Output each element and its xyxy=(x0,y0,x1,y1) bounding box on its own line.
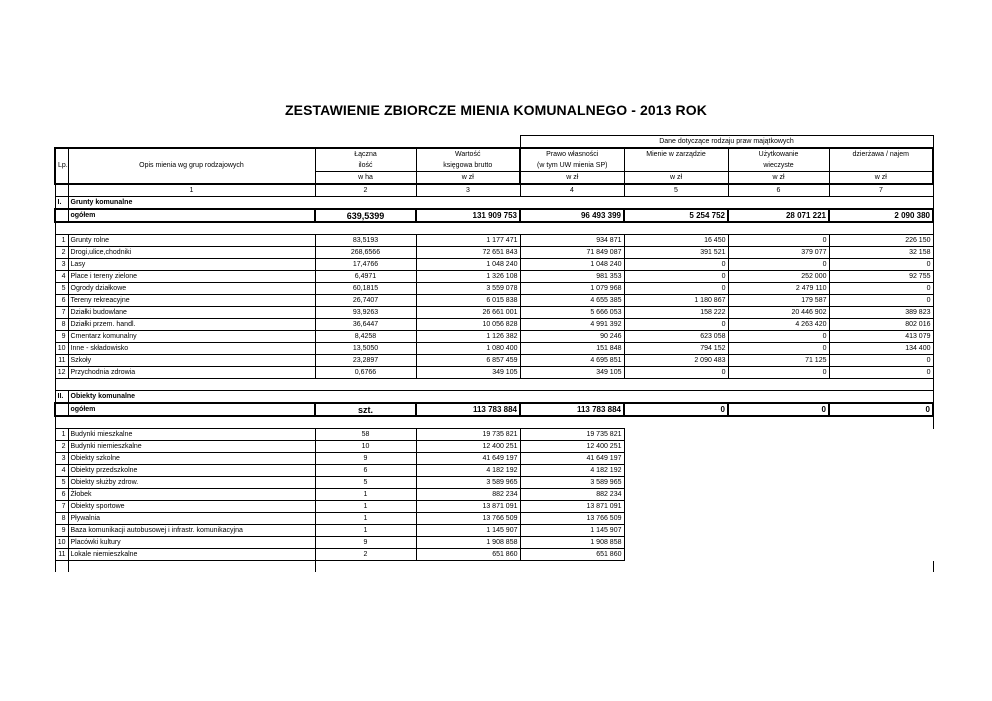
row-description: Budynki niemieszkalne xyxy=(68,441,315,453)
row-value-2: 1 xyxy=(315,513,416,525)
row-value-4: 4 182 192 xyxy=(520,465,624,477)
row-value-4: 882 234 xyxy=(520,489,624,501)
row-description: Inne - składowisko xyxy=(68,343,315,355)
row-value-2: 1 xyxy=(315,525,416,537)
row-value-5: 794 152 xyxy=(624,343,728,355)
row-value-5: 0 xyxy=(624,283,728,295)
row-value-4: 41 649 197 xyxy=(520,453,624,465)
row-value-6: 2 479 110 xyxy=(728,283,829,295)
row-description: Pływalnia xyxy=(68,513,315,525)
row-value-3: 41 649 197 xyxy=(416,453,520,465)
col-number-2: 2 xyxy=(315,184,416,197)
col-number-4: 4 xyxy=(520,184,624,197)
row-value-4: 151 848 xyxy=(520,343,624,355)
row-number: 1 xyxy=(55,235,68,247)
row-number: 12 xyxy=(55,367,68,379)
row-value-6: 71 125 xyxy=(728,355,829,367)
spacer-row xyxy=(55,416,933,429)
row-value-3: 1 326 108 xyxy=(416,271,520,283)
row-value-5: 2 090 483 xyxy=(624,355,728,367)
row-description: Placówki kultury xyxy=(68,537,315,549)
row-value-3: 3 559 078 xyxy=(416,283,520,295)
header-dzierz-unit: w zł xyxy=(829,172,933,185)
row-value-7: 134 400 xyxy=(829,343,933,355)
row-description: Obiekty szkolne xyxy=(68,453,315,465)
row-value-2: 9 xyxy=(315,453,416,465)
header-laczna-2: ilość xyxy=(315,160,416,172)
total-value-5: 5 254 752 xyxy=(624,209,728,222)
row-description: Działki przem. handl. xyxy=(68,319,315,331)
table-row xyxy=(55,235,933,247)
row-number: 5 xyxy=(55,283,68,295)
row-value-4: 349 105 xyxy=(520,367,624,379)
row-value-4: 934 871 xyxy=(520,235,624,247)
header-wartosc-1: Wartość xyxy=(416,148,520,160)
row-number: 4 xyxy=(55,465,68,477)
row-value-4: 1 048 240 xyxy=(520,259,624,271)
section-heading xyxy=(55,391,933,404)
section-name: Grunty komunalne xyxy=(68,197,315,210)
row-value-2: 83,5193 xyxy=(315,235,416,247)
row-value-7: 413 079 xyxy=(829,331,933,343)
row-value-7: 389 823 xyxy=(829,307,933,319)
table-row xyxy=(55,271,933,283)
table-row xyxy=(55,295,933,307)
row-value-5: 1 180 867 xyxy=(624,295,728,307)
row-number: 1 xyxy=(55,429,68,441)
row-description: Przychodnia zdrowia xyxy=(68,367,315,379)
row-number: 9 xyxy=(55,331,68,343)
row-value-4: 1 079 968 xyxy=(520,283,624,295)
row-value-3: 4 182 192 xyxy=(416,465,520,477)
row-value-2: 23,2897 xyxy=(315,355,416,367)
row-value-4: 13 871 091 xyxy=(520,501,624,513)
total-value-3: 113 783 884 xyxy=(416,403,520,416)
header-uzyt-2: wieczyste xyxy=(728,160,829,172)
row-value-7: 0 xyxy=(829,295,933,307)
header-prawo-2: (w tym UW mienia SP) xyxy=(520,160,624,172)
row-value-6: 252 000 xyxy=(728,271,829,283)
row-value-3: 1 177 471 xyxy=(416,235,520,247)
col-number-6: 6 xyxy=(728,184,829,197)
row-value-7: 0 xyxy=(829,283,933,295)
row-value-4: 3 589 965 xyxy=(520,477,624,489)
header-mienie-1: Mienie w zarządzie xyxy=(624,148,728,160)
row-value-3: 651 860 xyxy=(416,549,520,561)
total-value-5: 0 xyxy=(624,403,728,416)
row-value-2: 60,1815 xyxy=(315,283,416,295)
total-row xyxy=(55,403,933,416)
table-row xyxy=(55,307,933,319)
total-value-2: 639,5399 xyxy=(315,209,416,222)
row-value-6: 0 xyxy=(728,331,829,343)
row-value-5: 0 xyxy=(624,367,728,379)
row-value-3: 882 234 xyxy=(416,489,520,501)
row-description: Obiekty służby zdrow. xyxy=(68,477,315,489)
row-value-2: 2 xyxy=(315,549,416,561)
row-value-7: 802 016 xyxy=(829,319,933,331)
row-value-6: 0 xyxy=(728,235,829,247)
section-name: Obiekty komunalne xyxy=(68,391,315,404)
row-number: 7 xyxy=(55,307,68,319)
row-description: Tereny rekreacyjne xyxy=(68,295,315,307)
row-value-4: 4 655 385 xyxy=(520,295,624,307)
row-description: Lasy xyxy=(68,259,315,271)
header-wartosc-unit: w zł xyxy=(416,172,520,185)
row-value-2: 13,5050 xyxy=(315,343,416,355)
row-value-6: 379 077 xyxy=(728,247,829,259)
row-number: 8 xyxy=(55,513,68,525)
row-value-3: 1 145 907 xyxy=(416,525,520,537)
row-number: 10 xyxy=(55,537,68,549)
row-value-3: 1 908 858 xyxy=(416,537,520,549)
row-number: 2 xyxy=(55,441,68,453)
row-value-2: 26,7407 xyxy=(315,295,416,307)
page-title: ZESTAWIENIE ZBIORCZE MIENIA KOMUNALNEGO - 2013 ROK xyxy=(285,102,707,118)
rights-group-label: Dane dotyczące rodzaju praw majątkowych xyxy=(520,136,933,149)
row-value-3: 72 651 843 xyxy=(416,247,520,259)
total-label: ogółem xyxy=(68,209,315,222)
row-value-5: 0 xyxy=(624,271,728,283)
header-opis: Opis mienia wg grup rodzajowych xyxy=(68,160,315,172)
row-value-5: 391 521 xyxy=(624,247,728,259)
row-description: Działki budowlane xyxy=(68,307,315,319)
row-value-2: 268,6566 xyxy=(315,247,416,259)
total-value-3: 131 909 753 xyxy=(416,209,520,222)
row-description: Cmentarz komunalny xyxy=(68,331,315,343)
row-number: 6 xyxy=(55,295,68,307)
header-lp: Lp. xyxy=(55,160,68,172)
table-row xyxy=(55,283,933,295)
row-value-2: 10 xyxy=(315,441,416,453)
header-prawo-1: Prawo własności xyxy=(520,148,624,160)
row-value-3: 1 126 382 xyxy=(416,331,520,343)
row-description: Baza komunikacji autobusowej i infrastr. komunikacyjna xyxy=(68,525,315,537)
total-value-6: 28 071 221 xyxy=(728,209,829,222)
row-description: Budynki mieszkalne xyxy=(68,429,315,441)
header-uzyt-1: Użytkowanie xyxy=(728,148,829,160)
col-number-7: 7 xyxy=(829,184,933,197)
row-value-6: 20 446 902 xyxy=(728,307,829,319)
row-value-7: 0 xyxy=(829,355,933,367)
row-value-2: 93,9263 xyxy=(315,307,416,319)
row-value-6: 179 587 xyxy=(728,295,829,307)
row-value-4: 1 145 907 xyxy=(520,525,624,537)
col-number-5: 5 xyxy=(624,184,728,197)
row-number: 3 xyxy=(55,453,68,465)
row-value-4: 71 849 087 xyxy=(520,247,624,259)
table-row xyxy=(55,453,933,465)
row-value-2: 1 xyxy=(315,489,416,501)
row-value-4: 13 766 509 xyxy=(520,513,624,525)
row-value-2: 5 xyxy=(315,477,416,489)
row-value-2: 6 xyxy=(315,465,416,477)
row-number: 9 xyxy=(55,525,68,537)
table-row xyxy=(55,525,933,537)
row-value-7: 0 xyxy=(829,259,933,271)
row-value-4: 19 735 821 xyxy=(520,429,624,441)
row-value-4: 981 353 xyxy=(520,271,624,283)
row-value-4: 651 860 xyxy=(520,549,624,561)
spacer-row xyxy=(55,561,933,573)
row-value-3: 13 871 091 xyxy=(416,501,520,513)
row-number: 3 xyxy=(55,259,68,271)
row-value-2: 0,6766 xyxy=(315,367,416,379)
row-value-5: 623 058 xyxy=(624,331,728,343)
row-value-4: 5 666 053 xyxy=(520,307,624,319)
spacer-row xyxy=(55,222,933,235)
row-value-6: 4 263 420 xyxy=(728,319,829,331)
row-value-4: 1 908 858 xyxy=(520,537,624,549)
row-value-3: 12 400 251 xyxy=(416,441,520,453)
table-row xyxy=(55,331,933,343)
row-number: 5 xyxy=(55,477,68,489)
row-value-5: 158 222 xyxy=(624,307,728,319)
row-description: Drogi,ulice,chodniki xyxy=(68,247,315,259)
table-row xyxy=(55,319,933,331)
table-row xyxy=(55,355,933,367)
row-value-2: 58 xyxy=(315,429,416,441)
row-number: 6 xyxy=(55,489,68,501)
header-wartosc-2: księgowa brutto xyxy=(416,160,520,172)
row-value-2: 8,4258 xyxy=(315,331,416,343)
row-number: 4 xyxy=(55,271,68,283)
row-value-6: 0 xyxy=(728,343,829,355)
table-row xyxy=(55,367,933,379)
table-row xyxy=(55,549,933,561)
row-value-4: 12 400 251 xyxy=(520,441,624,453)
header-uzyt-unit: w zł xyxy=(728,172,829,185)
row-value-7: 0 xyxy=(829,367,933,379)
row-value-2: 36,6447 xyxy=(315,319,416,331)
row-number: 10 xyxy=(55,343,68,355)
header-laczna-1: Łączna xyxy=(315,148,416,160)
table-row xyxy=(55,247,933,259)
row-value-7: 32 158 xyxy=(829,247,933,259)
table-row xyxy=(55,429,933,441)
row-description: Obiekty sportowe xyxy=(68,501,315,513)
row-description: Żłobek xyxy=(68,489,315,501)
total-value-4: 113 783 884 xyxy=(520,403,624,416)
total-value-7: 0 xyxy=(829,403,933,416)
row-number: 11 xyxy=(55,355,68,367)
section-number: I. xyxy=(55,197,68,210)
row-number: 8 xyxy=(55,319,68,331)
row-description: Grunty rolne xyxy=(68,235,315,247)
row-value-4: 90 246 xyxy=(520,331,624,343)
row-value-5: 16 450 xyxy=(624,235,728,247)
row-value-5: 0 xyxy=(624,319,728,331)
total-value-2: szt. xyxy=(315,403,416,416)
row-value-3: 6 857 459 xyxy=(416,355,520,367)
row-value-3: 6 015 838 xyxy=(416,295,520,307)
table-row xyxy=(55,465,933,477)
table-row xyxy=(55,477,933,489)
header-mienie-unit: w zł xyxy=(624,172,728,185)
row-description: Obiekty przedszkolne xyxy=(68,465,315,477)
table-row xyxy=(55,513,933,525)
row-number: 11 xyxy=(55,549,68,561)
table-row xyxy=(55,441,933,453)
header-prawo-unit: w zł xyxy=(520,172,624,185)
col-number-3: 3 xyxy=(416,184,520,197)
total-label: ogółem xyxy=(68,403,315,416)
row-value-3: 1 080 400 xyxy=(416,343,520,355)
total-value-7: 2 090 380 xyxy=(829,209,933,222)
row-number: 2 xyxy=(55,247,68,259)
row-value-3: 19 735 821 xyxy=(416,429,520,441)
header-laczna-unit: w ha xyxy=(315,172,416,185)
total-row xyxy=(55,209,933,222)
row-value-3: 3 589 965 xyxy=(416,477,520,489)
col-number-1: 1 xyxy=(68,184,315,197)
row-value-3: 26 661 001 xyxy=(416,307,520,319)
section-number: II. xyxy=(55,391,68,404)
row-value-4: 4 991 392 xyxy=(520,319,624,331)
row-description: Place i tereny zielone xyxy=(68,271,315,283)
row-value-6: 0 xyxy=(728,259,829,271)
row-value-3: 10 056 828 xyxy=(416,319,520,331)
row-value-2: 17,4766 xyxy=(315,259,416,271)
header-dzierz-1: dzierżawa / najem xyxy=(829,148,933,160)
row-description: Lokale niemieszkalne xyxy=(68,549,315,561)
total-value-4: 96 493 399 xyxy=(520,209,624,222)
total-value-6: 0 xyxy=(728,403,829,416)
row-value-2: 9 xyxy=(315,537,416,549)
table-row xyxy=(55,537,933,549)
section-heading xyxy=(55,197,933,210)
row-number: 7 xyxy=(55,501,68,513)
row-value-7: 92 755 xyxy=(829,271,933,283)
spacer-row xyxy=(55,379,933,391)
row-value-3: 349 105 xyxy=(416,367,520,379)
row-value-3: 13 766 509 xyxy=(416,513,520,525)
table-row xyxy=(55,489,933,501)
table-row xyxy=(55,501,933,513)
inventory-table xyxy=(54,135,934,572)
table-row xyxy=(55,343,933,355)
row-value-4: 4 695 851 xyxy=(520,355,624,367)
row-value-2: 6,4971 xyxy=(315,271,416,283)
row-value-2: 1 xyxy=(315,501,416,513)
row-description: Szkoły xyxy=(68,355,315,367)
row-value-3: 1 048 240 xyxy=(416,259,520,271)
row-value-6: 0 xyxy=(728,367,829,379)
row-value-5: 0 xyxy=(624,259,728,271)
row-value-7: 226 150 xyxy=(829,235,933,247)
table-row xyxy=(55,259,933,271)
row-description: Ogrody działkowe xyxy=(68,283,315,295)
